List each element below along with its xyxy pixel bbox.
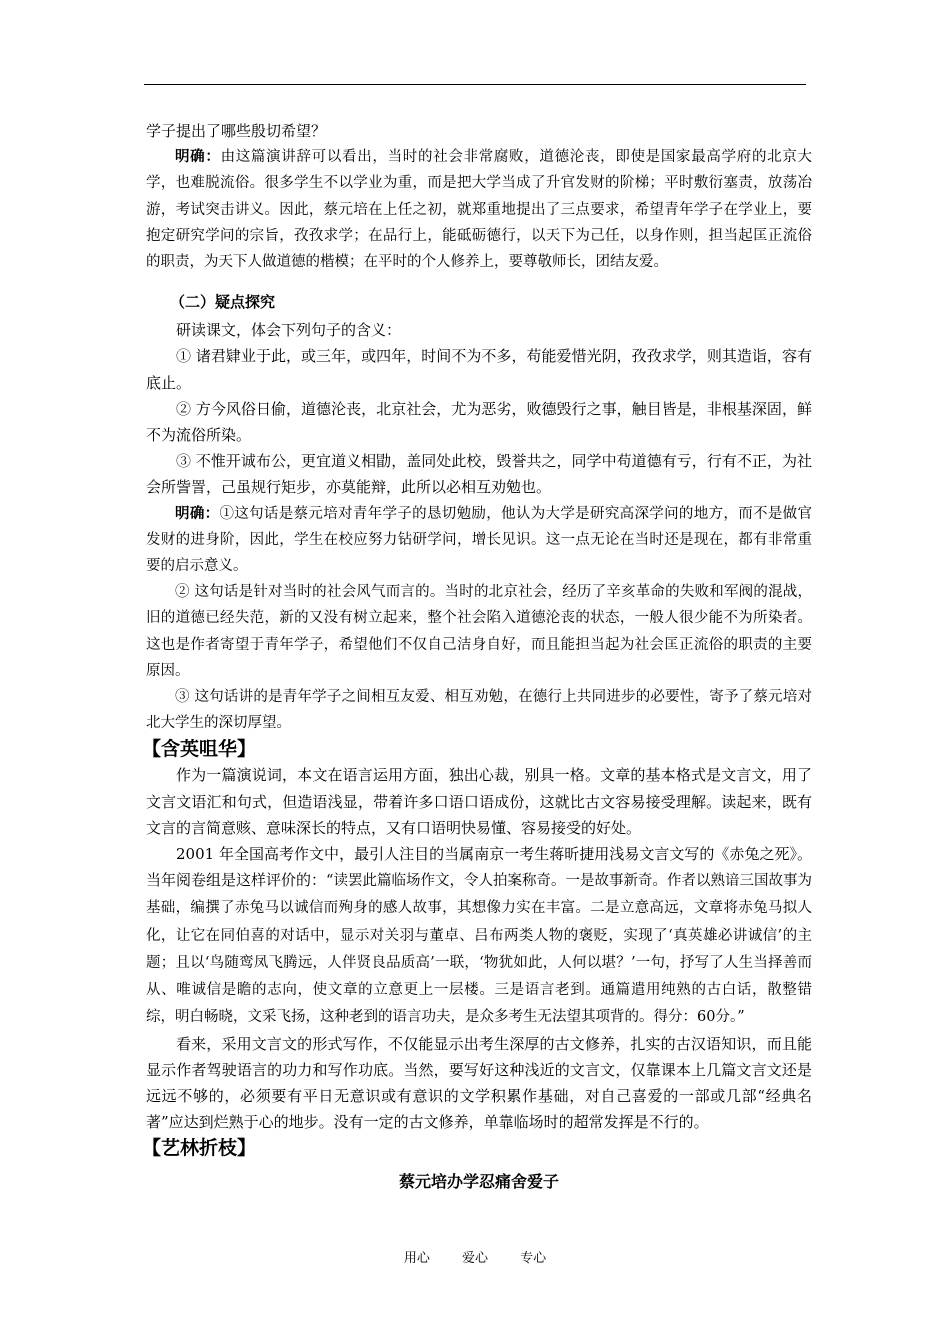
hanying-quote: “读罢此篇临场作文，令人拍案称奇。一是故事新奇。作者以熟谙三国故事为基础，编撰了赤兔马以诚信而殉身的感人故事，其想像力实在丰富。二是立意高远，文章将赤兔马拟人化，让它在同伯喜的对话中，显示对关羽与董卓、吕布两类人物的褒贬，实现了‘真英雄必讲诚信’的主题；且以‘鸟随鸾凤飞腾远，人伴贤良品质高’一联，‘物犹如此，人何以堪？’一句，抒写了人生当择善而从、唯诚信是瞻的志向，使文章的立意更上一层楼。三是语言老到。通篇遣用纯熟的古白话，散整错综，明白畅晓，文采飞扬，这种老到的语言功夫，是众多考生无法望其项背的。得分：60分。” bbox=[146, 873, 812, 1026]
explanation-1 bbox=[146, 501, 812, 580]
explanation-3: ③ 这句话讲的是青年学子之间相互友爱、相互劝勉，在德行上共同进步的必要性，寄予了蔡元培对北大学生的深切厚望。 bbox=[146, 689, 812, 732]
page-body bbox=[142, 118, 813, 1197]
hanying-paragraph-3: 看来，采用文言文的形式写作，不仅能显示出考生深厚的古文修养，扎实的古汉语知识，而且能显示作者驾驶语言的功力和写作功底。当然，要写好这种浅近的文言文，仅靠课本上几篇文言文还是远远不够的，必须要有平日无意识或有意识的文学积累作基础，对自己喜爱的一部或几部“经典名著”应达到烂熟于心的地步。没有一定的古文修养，单靠临场时的超常发挥是不行的。 bbox=[146, 1034, 812, 1132]
answer-label: 明确： bbox=[175, 505, 220, 522]
explanation-text: ①这句话是蔡元培对青年学子的恳切勉励，他认为大学是研究高深学问的地方，而不是做官发财的进身阶，因此，学生在校应努力钻研学问，增长见识。这一点无论在当时还是现在，都有非常重要的启示意义。 bbox=[146, 505, 813, 575]
section-intro: 研读课文，体会下列句子的含义： bbox=[176, 321, 402, 340]
hanying-paragraph-1: 作为一篇演说词，本文在语言运用方面，独出心裁，别具一格。文章的基本格式是文言文，用了文言文语汇和句式，但造语浅显，带着许多口语口语成份，这就比古文容易接受理解。读起来，既有文言的言简意赅、意味深长的特点，又有口语明快易懂、容易接受的好处。 bbox=[146, 766, 812, 837]
answer-paragraph-1 bbox=[146, 144, 812, 275]
section-heading-doubts: （二）疑点探究 bbox=[170, 293, 276, 312]
footer-word-1: 用心 bbox=[403, 1251, 430, 1266]
question-tail: 学子提出了哪些殷切希望？ bbox=[146, 122, 327, 140]
answer-label: 明确： bbox=[175, 149, 221, 166]
answer-text: 由这篇演讲辞可以看出，当时的社会非常腐败，道德沦丧，即使是国家最高学府的北京大学，也难脱流俗。很多学生不以学业为重，而是把大学当成了升官发财的阶梯；平时敷衍塞责，放荡冶游，考试突击讲义。因此，蔡元培在上任之初，就郑重地提出了三点要求，希望青年学子在学业上，要抱定研究学问的宗旨，孜孜求学；在品行上，能砥砺德行，以天下为己任，以身作则，担当起匡正流俗的职责，为天下人做道德的楷模；在平时的个人修养上，要尊敬师长，团结友爱。 bbox=[146, 149, 813, 271]
page-footer bbox=[0, 1247, 950, 1266]
sentence-item-3: ③ 不惟开诚布公，更宜道义相勖，盖同处此校，毁誉共之，同学中苟道德有亏，行有不正，为社会所訾詈，己虽规行矩步，亦莫能辩，此所以必相互劝勉也。 bbox=[146, 452, 812, 497]
explanation-2: ② 这句话是针对当时的社会风气而言的。当时的北京社会，经历了辛亥革命的失败和军阀的混战，旧的道德已经失范，新的又没有树立起来，整个社会陷入道德沦丧的状态，一般人很少能不为所染者。这也是作者寄望于青年学子，希望他们不仅自己洁身自好，而且能担当起为社会匡正流俗的职责的主要原因。 bbox=[146, 584, 812, 679]
footer-word-3: 专心 bbox=[520, 1251, 547, 1266]
section-heading-hanying: 【含英咀华】 bbox=[142, 738, 257, 761]
section-heading-yilin: 【艺林折枝】 bbox=[142, 1137, 257, 1160]
sentence-item-2: ② 方今风俗日偷，道德沦丧，北京社会，尤为恶劣，败德毁行之事，触目皆是，非根基深固，鲜不为流俗所染。 bbox=[146, 399, 812, 445]
article-title: 蔡元培办学忍痛舍爱子 bbox=[398, 1172, 559, 1192]
sentence-item-1: ① 诸君肄业于此，或三年，或四年，时间不为不多，苟能爱惜光阴，孜孜求学，则其造诣，容有底止。 bbox=[146, 347, 812, 392]
hanying-paragraph-2 bbox=[146, 841, 812, 1030]
header-rule bbox=[144, 84, 806, 85]
hanying-paragraph-2-lead: 2001 年全国高考作文中，最引人注目的当属南京一考生蒋昕捷用浅易文言文写的《赤兔之死》。当年阅卷组是这样评价的： bbox=[146, 845, 812, 890]
footer-word-2: 爱心 bbox=[461, 1251, 488, 1266]
